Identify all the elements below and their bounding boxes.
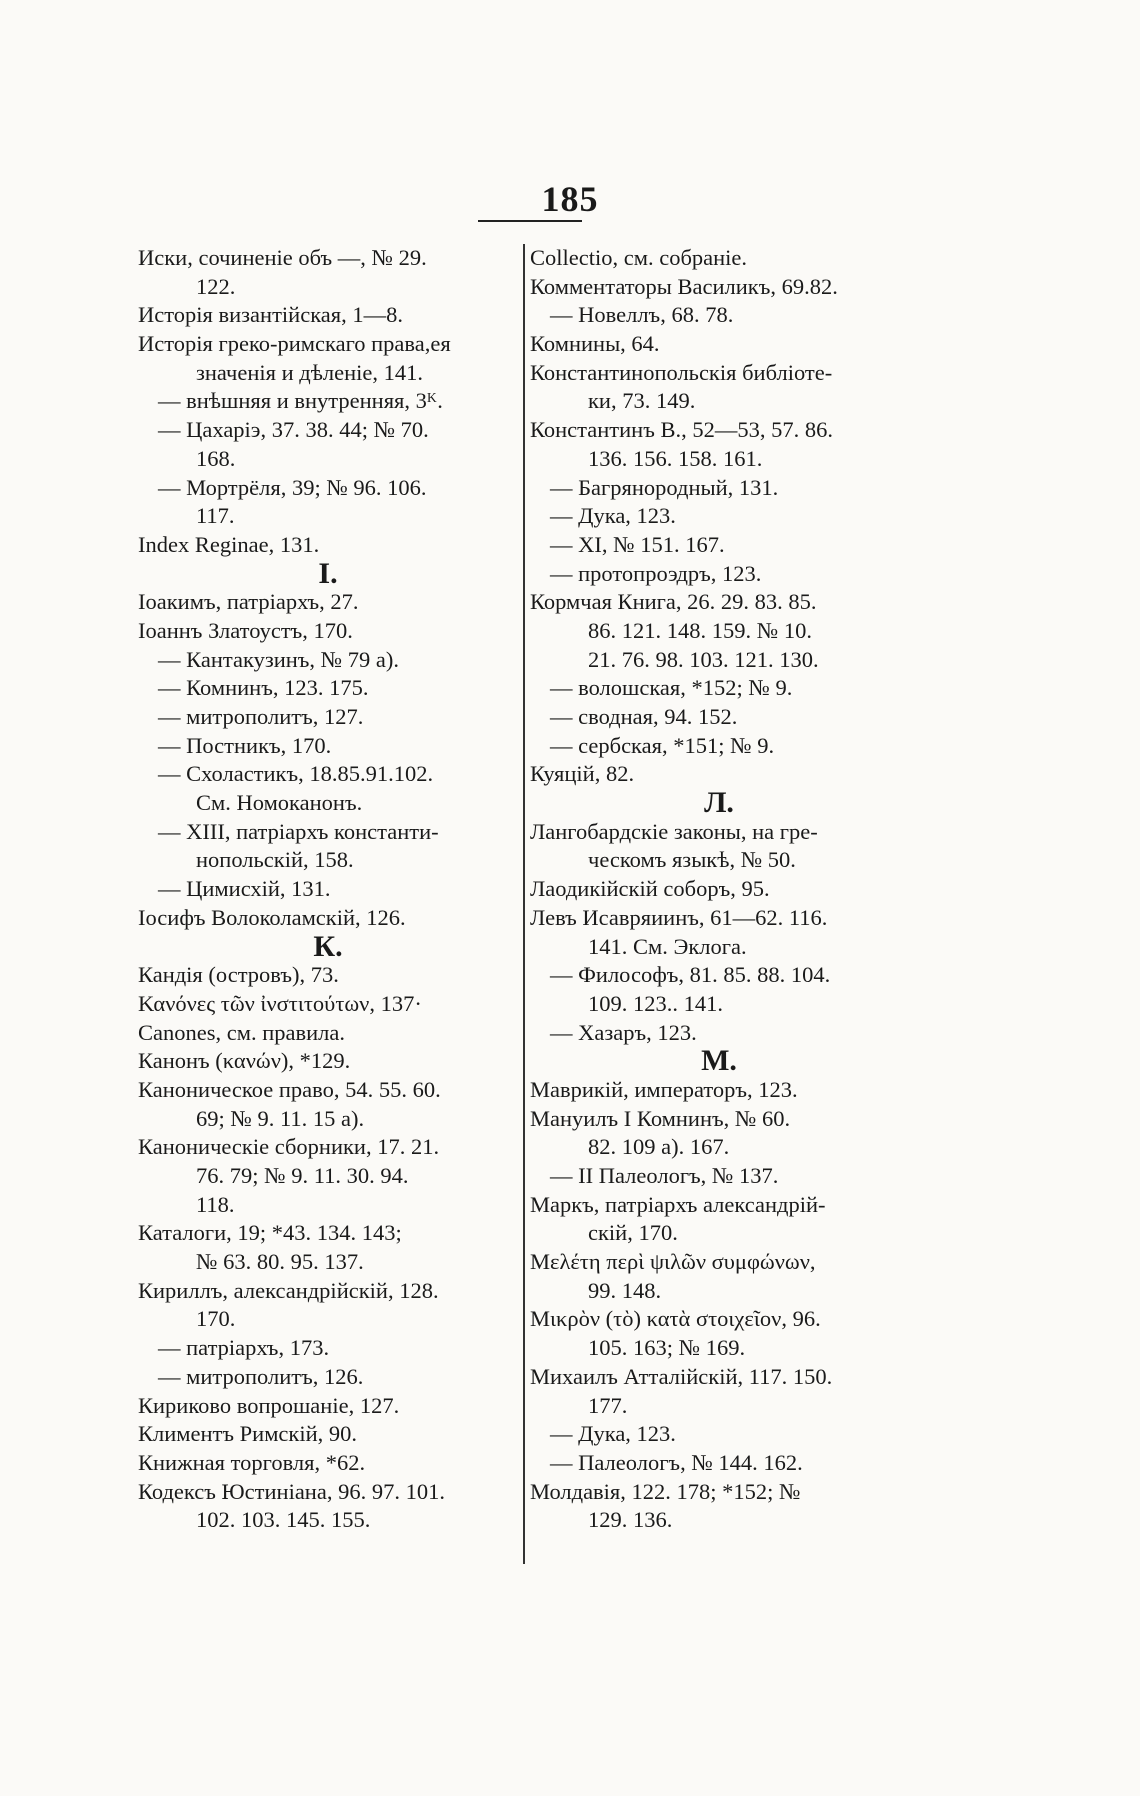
index-entry-continuation: — митрополитъ, 126. — [158, 1363, 364, 1389]
index-entry: Каноническіе сборники, 17. 21. — [138, 1134, 440, 1160]
index-entry-continuation: — волошская, *152; № 9. — [550, 675, 793, 701]
index-column-right — [530, 244, 908, 1535]
index-entry-continuation: — Философъ, 81. 85. 88. 104. — [550, 962, 831, 988]
index-entry: Константинопольскія библіоте- — [530, 359, 833, 385]
index-entry-continuation: ки, 73. 149. — [588, 388, 696, 414]
index-entry-continuation: — патріархъ, 173. — [158, 1335, 330, 1361]
index-entry-continuation: нопольскій, 158. — [196, 847, 354, 873]
index-entry: Μελέτη περὶ ψιλῶν συμφώνων, — [530, 1249, 816, 1275]
index-entry: Іоаннъ Златоустъ, 170. — [138, 617, 353, 643]
index-entry-continuation: — сводная, 94. 152. — [550, 704, 738, 729]
index-entry: Климентъ Римскій, 90. — [138, 1421, 358, 1447]
index-entry-continuation: — XI, № 151. 167. — [550, 531, 725, 557]
index-entry-continuation: — Мортрёля, 39; № 96. 106. — [158, 474, 427, 500]
index-entry-continuation: — Кантакузинъ, № 79 a). — [158, 646, 399, 672]
index-entry-continuation: 118. — [196, 1191, 235, 1217]
index-entry-continuation: 168. — [196, 445, 236, 471]
index-entry: Иски, сочиненіе объ —, № 29. — [138, 245, 427, 270]
index-entry-continuation: — Хазаръ, 123. — [550, 1019, 697, 1045]
index-entry-continuation: 136. 156. 158. 161. — [588, 445, 763, 471]
index-entry-continuation: 177. — [588, 1392, 628, 1418]
index-entry: Константинъ В., 52—53, 57. 86. — [530, 417, 833, 443]
index-entry-continuation: 105. 163; № 169. — [588, 1335, 746, 1361]
index-entry-continuation: — Дука, 123. — [550, 1421, 676, 1447]
index-entry: Левъ Исавряиинъ, 61—62. 116. — [530, 904, 828, 930]
index-entry: Исторія византійская, 1—8. — [138, 302, 403, 328]
index-entry-continuation: 86. 121. 148. 159. № 10. — [588, 617, 812, 643]
index-entry-continuation: — Палеологъ, № 144. 162. — [550, 1449, 803, 1475]
index-entry: Кодексъ Юстиніана, 96. 97. 101. — [138, 1478, 445, 1504]
index-entry: Лаодикійскій соборъ, 95. — [530, 876, 770, 902]
index-entry-continuation: — Багрянородный, 131. — [550, 474, 779, 500]
index-entry-continuation: ческомъ языкѣ, № 50. — [588, 847, 796, 873]
index-entry: Кандія (островъ), 73. — [138, 962, 339, 988]
index-entry-continuation: 76. 79; № 9. 11. 30. 94. — [196, 1163, 409, 1188]
index-entry-continuation: 141. См. Эклога. — [588, 933, 747, 959]
index-entry-continuation: 69; № 9. 11. 15 a). — [196, 1105, 365, 1131]
index-entry-continuation: 122. — [196, 273, 236, 299]
index-entry-continuation: скій, 170. — [588, 1220, 678, 1246]
index-entry-continuation: — Постникъ, 170. — [158, 732, 332, 758]
index-entry: Μικρὸν (τὸ) κατὰ στοιχεῖον, 96. — [530, 1306, 821, 1332]
index-entry-continuation: значенія и дѣленіе, 141. — [196, 359, 424, 385]
index-entry-continuation: — митрополитъ, 127. — [158, 704, 364, 729]
index-entry: Маврикій, императоръ, 123. — [530, 1076, 798, 1102]
page-number: 185 — [541, 179, 599, 219]
index-entry: Михаилъ Атталійскій, 117. 150. — [530, 1363, 833, 1389]
index-entry-continuation: — Новеллъ, 68. 78. — [550, 302, 734, 328]
index-entry-continuation: — Цимисхій, 131. — [158, 876, 331, 902]
index-entry-continuation: 109. 123.. 141. — [588, 990, 723, 1016]
index-entry: Комнины, 64. — [530, 331, 660, 357]
index-entry-continuation: 129. 136. — [588, 1507, 673, 1533]
index-entry: Collectio, см. собраніе. — [530, 245, 748, 270]
index-entry-continuation: — Дука, 123. — [550, 503, 676, 529]
index-entry-continuation: 82. 109 a). 167. — [588, 1134, 730, 1160]
index-entry-continuation: — сербская, *151; № 9. — [550, 732, 775, 758]
index-entry-continuation: — Цахаріэ, 37. 38. 44; № 70. — [158, 417, 429, 443]
index-entry-continuation: — II Палеологъ, № 137. — [550, 1163, 779, 1188]
index-entry: Маркъ, патріархъ александрій- — [530, 1191, 826, 1217]
index-entry: Канонъ (κανών), *129. — [138, 1048, 351, 1074]
index-entry-continuation: 170. — [196, 1306, 236, 1332]
column-divider — [523, 244, 525, 1564]
index-entry-continuation: — Схоластикъ, 18.85.91.102. — [158, 761, 434, 787]
section-letter-heading: М. — [701, 1044, 737, 1078]
index-entry: Index Reginae, 131. — [138, 531, 320, 557]
index-entry: Комментаторы Василикъ, 69.82. — [530, 273, 838, 299]
index-entry: Canones, см. правила. — [138, 1019, 345, 1045]
index-entry: Іоакимъ, патріархъ, 27. — [138, 589, 359, 615]
index-entry: Κανόνες τῶν ἰνστιτούτων, 137· — [138, 990, 422, 1016]
index-entry-continuation: 102. 103. 145. 155. — [196, 1507, 371, 1533]
index-entry: Каталоги, 19; *43. 134. 143; — [138, 1220, 402, 1246]
index-column-left — [138, 244, 518, 1535]
index-entry-continuation: 21. 76. 98. 103. 121. 130. — [588, 646, 819, 672]
index-entry: Мануилъ I Комнинъ, № 60. — [530, 1105, 791, 1131]
index-entry-continuation: — протопроэдръ, 123. — [550, 560, 762, 586]
index-entry: Молдавія, 122. 178; *152; № — [530, 1478, 801, 1504]
index-entry: Куяцій, 82. — [530, 761, 635, 787]
section-letter-heading: К. — [313, 929, 343, 963]
index-entry: Кириково вопрошаніе, 127. — [138, 1392, 400, 1418]
index-entry: Іосифъ Волоколамскій, 126. — [138, 904, 406, 930]
index-entry: Книжная торговля, *62. — [138, 1449, 366, 1475]
index-entry: Лангобардскіе законы, на гре- — [530, 818, 818, 844]
index-entry: Исторія греко-римскаго права,ея — [138, 331, 451, 357]
index-entry-continuation: 117. — [196, 503, 235, 529]
header-rule — [478, 220, 582, 222]
section-letter-heading: Л. — [704, 786, 734, 820]
index-entry: Кормчая Книга, 26. 29. 83. 85. — [530, 589, 817, 615]
index-entry: Кириллъ, александрійскій, 128. — [138, 1277, 439, 1303]
index-entry-continuation: № 63. 80. 95. 137. — [196, 1249, 364, 1275]
index-entry-continuation: См. Номоканонъ. — [196, 790, 363, 816]
section-letter-heading: I. — [318, 556, 338, 590]
index-entry-continuation: — внѣшняя и внутренняя, 3ᴷ. — [158, 388, 443, 414]
index-entry-continuation: 99. 148. — [588, 1277, 662, 1303]
index-entry: Каноническое право, 54. 55. 60. — [138, 1076, 441, 1102]
index-entry-continuation: — Комнинъ, 123. 175. — [158, 675, 369, 701]
index-entry-continuation: — XIII, патріархъ константи- — [158, 818, 439, 844]
